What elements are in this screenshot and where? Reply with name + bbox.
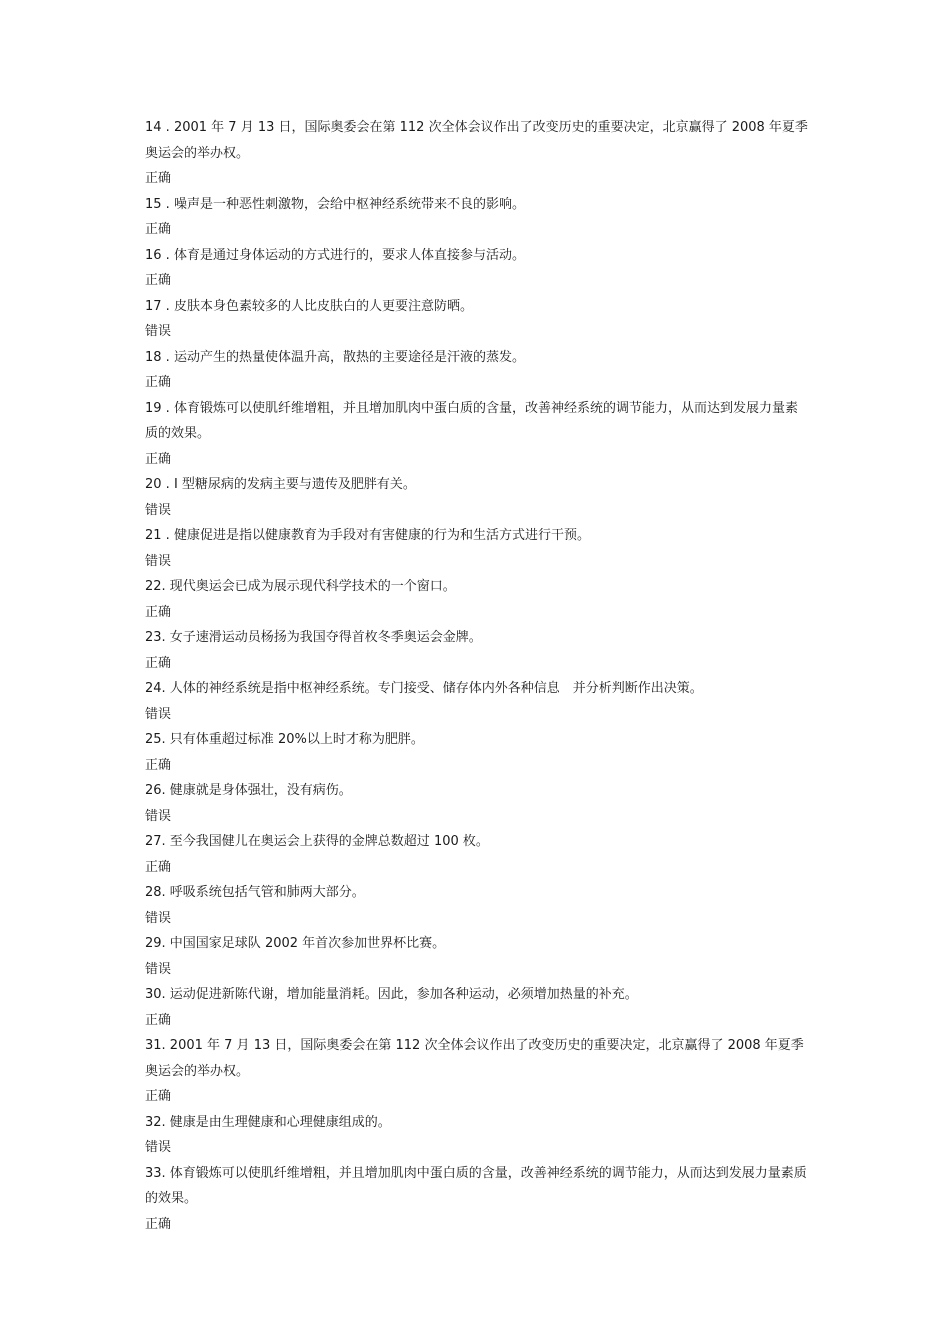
question-text: 26. 健康就是身体强壮，没有病伤。 — [145, 783, 352, 798]
question-item — [145, 676, 810, 727]
question-item — [145, 192, 810, 243]
question-item — [145, 1033, 810, 1110]
question-text: 17 . 皮肤本身色素较多的人比皮肤白的人更要注意防晒。 — [145, 298, 473, 314]
question-text: 29. 中国国家足球队 2002 年首次参加世界杯比赛。 — [145, 936, 446, 951]
question-item — [145, 472, 810, 523]
question-item — [145, 778, 810, 829]
answer-text: 正确 — [145, 375, 172, 390]
question-text: 19 . 体育锻炼可以使肌纤维增粗，并且增加肌肉中蛋白质的含量，改善神经系统的调节能力，从而达到发展力量素质的效果。 — [145, 400, 798, 441]
question-text: 32. 健康是由生理健康和心理健康组成的。 — [145, 1114, 391, 1130]
question-item — [145, 982, 810, 1033]
question-text: 30. 运动促进新陈代谢，增加能量消耗。因此，参加各种运动，必须增加热量的补充。 — [145, 987, 638, 1002]
question-text: 22. 现代奥运会已成为展示现代科学技术的一个窗口。 — [145, 579, 456, 594]
question-text: 15 . 噪声是一种恶性刺激物，会给中枢神经系统带来不良的影响。 — [145, 196, 525, 212]
question-text: 18 . 运动产生的热量使体温升高，散热的主要途径是汗液的蒸发。 — [145, 349, 525, 365]
question-item — [145, 345, 810, 396]
answer-text: 错误 — [145, 808, 172, 824]
answer-text: 正确 — [145, 655, 172, 671]
question-item — [145, 115, 810, 192]
question-text: 20 . I 型糖尿病的发病主要与遗传及肥胖有关。 — [145, 477, 416, 492]
answer-text: 正确 — [145, 451, 172, 467]
answer-text: 错误 — [145, 502, 172, 518]
answer-text: 正确 — [145, 171, 172, 186]
question-text: 25. 只有体重超过标准 20%以上时才称为肥胖。 — [145, 732, 424, 747]
question-text: 21 . 健康促进是指以健康教育为手段对有害健康的行为和生活方式进行干预。 — [145, 528, 590, 543]
answer-text: 错误 — [145, 961, 172, 977]
question-text: 28. 呼吸系统包括气管和肺两大部分。 — [145, 885, 365, 900]
answer-text: 错误 — [145, 1140, 172, 1155]
question-item — [145, 523, 810, 574]
answer-text: 错误 — [145, 910, 172, 926]
question-item — [145, 625, 810, 676]
answer-text: 正确 — [145, 1012, 172, 1028]
question-item — [145, 243, 810, 294]
answer-text: 正确 — [145, 1216, 172, 1232]
question-text: 33. 体育锻炼可以使肌纤维增粗，并且增加肌肉中蛋白质的含量，改善神经系统的调节能力，从而达到发展力量素质的效果。 — [145, 1165, 807, 1206]
question-item — [145, 1161, 810, 1238]
answer-text: 正确 — [145, 222, 172, 237]
question-item — [145, 396, 810, 473]
question-text: 31. 2001 年 7 月 13 日，国际奥委会在第 112 次全体会议作出了改变历史的重要决定，北京赢得了 2008 年夏季奥运会的举办权。 — [145, 1038, 804, 1079]
answer-text: 错误 — [145, 706, 172, 722]
answer-text: 正确 — [145, 859, 172, 875]
question-text: 14 . 2001 年 7 月 13 日，国际奥委会在第 112 次全体会议作出了改变历史的重要决定，北京赢得了 2008 年夏季奥运会的举办权。 — [145, 120, 808, 161]
answer-text: 正确 — [145, 757, 172, 773]
answer-text: 正确 — [145, 273, 172, 288]
question-item — [145, 294, 810, 345]
answer-text: 错误 — [145, 553, 172, 569]
question-text: 24. 人体的神经系统是指中枢神经系统。专门接受、储存体内外各种信息 并分析判断作出决策。 — [145, 681, 703, 696]
question-item — [145, 931, 810, 982]
answer-text: 正确 — [145, 604, 172, 620]
question-text: 23. 女子速滑运动员杨扬为我国夺得首枚冬季奥运会金牌。 — [145, 630, 482, 645]
question-text: 16 . 体育是通过身体运动的方式进行的，要求人体直接参与活动。 — [145, 247, 525, 263]
document-page — [145, 115, 810, 1237]
answer-text: 错误 — [145, 324, 172, 339]
question-item — [145, 1110, 810, 1161]
question-text: 27. 至今我国健儿在奥运会上获得的金牌总数超过 100 枚。 — [145, 834, 489, 849]
question-item — [145, 829, 810, 880]
question-item — [145, 880, 810, 931]
question-item — [145, 727, 810, 778]
answer-text: 正确 — [145, 1089, 172, 1104]
question-item — [145, 574, 810, 625]
